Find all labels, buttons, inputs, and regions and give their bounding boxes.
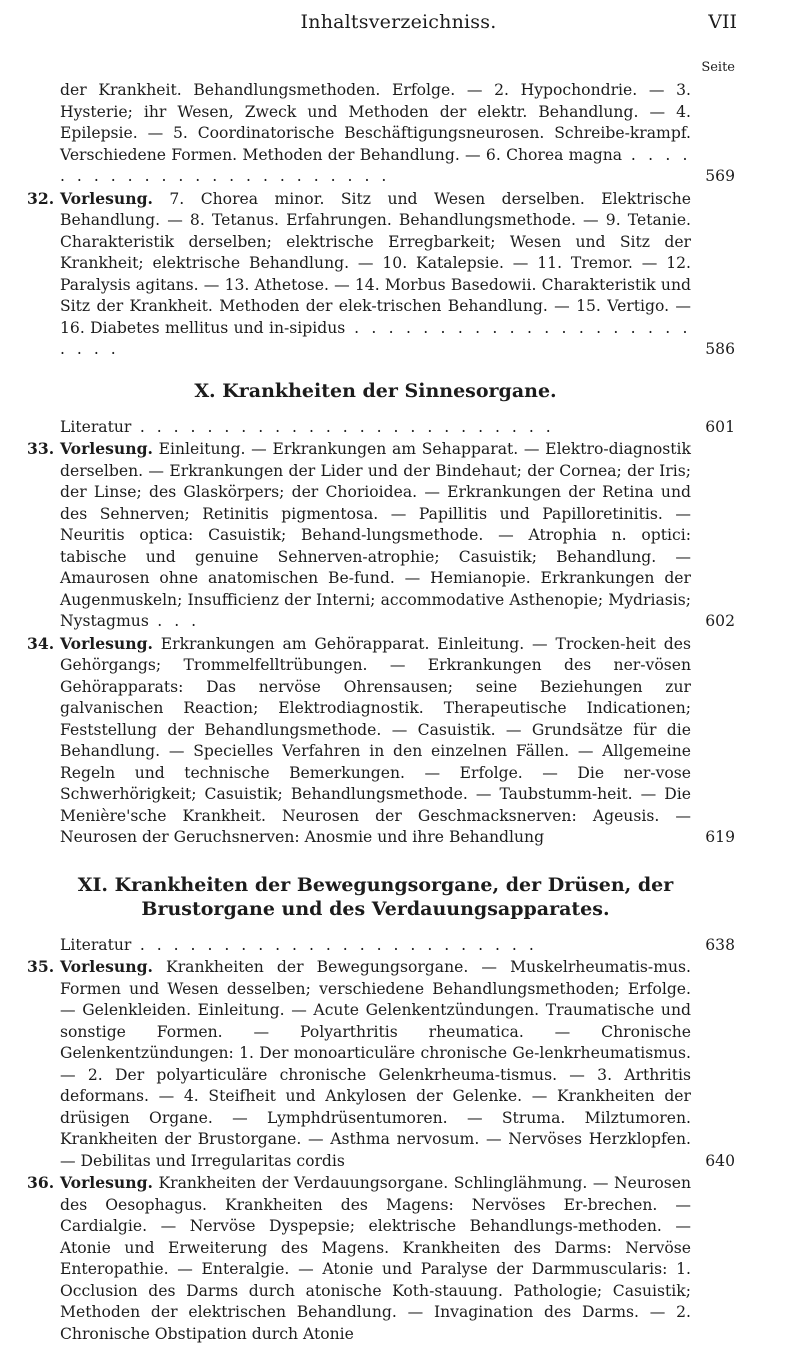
toc-entry-36 [27,1172,735,1345]
toc-entry-31-continued [60,80,735,188]
section-heading-x [60,379,735,403]
leader-dots: . . . . . . . . . . . . . . . . . . . . . . . . [60,145,692,185]
toc-entry-literature-xi [60,935,735,957]
lecture-number: 35. [27,957,55,976]
running-header [60,11,737,35]
entry-page-number: 569 [705,167,735,185]
section-title-line-1: XI. Krankheiten der Bewegungsorgane, der Drüsen, der [77,873,674,896]
toc-entry-35 [27,956,735,1172]
entry-page-number: 619 [705,828,735,846]
entry-page-number: 640 [705,1151,735,1170]
lecture-label: Vorlesung. [60,957,153,976]
lecture-label: Vorlesung. [60,439,153,458]
leader-dots: . . . . . . . . . . . . . . . . . . . . . . . . . [131,417,555,436]
entry-text: 7. Chorea minor. Sitz und Wesen derselben. Elektrische Behandlung. — 8. Tetanus. Erfahrungen. Behandlungsmethode. — 9. Tetanie. Charakteristik derselben; elektrische Erregbarkeit; Wesen und Sitz der Krankheit; elektrische Behandlung. — 10. Katalepsie. — 11. Tremor. — 12. Paralysis agitans. — 13. Athetose. — 14. Morbus Basedowii. Charakteristik und Sitz der Krankheit. Methoden der elek-trischen Behandlung. — 15. Vertigo. — 16. Diabetes mellitus und in-sipidus [60,189,691,337]
leader-dots: . . . . . . . . . . . . . . . . . . . . . . . . [131,935,538,954]
entry-text: Einleitung. — Erkrankungen am Sehapparat. — Elektro-diagnostik derselben. — Erkrankungen der Lider und der Bindehaut; der Cornea; der Iris; der Linse; des Glaskörpers; der Chorioidea. — Erkrankungen der Retina und des Sehnerven; Retinitis pigmentosa. — Papillitis und Papilloretinitis. — Neuritis optica: Casuistik; Behand-lungsmethode. — Atrophia n. optici: tabische und genuine Sehnerven-atrophie; Casuistik; Behandlung. — Amaurosen ohne anatomischen Be-fund. — Hemianopie. Erkrankungen der Augenmuskeln; Insufficienz der Interni; accommodative Asthenopie; Mydriasis; Nystagmus [60,440,691,630]
entry-text: Krankheiten der Verdauungsorgane. Schlinglähmung. — Neurosen des Oesophagus. Krankheiten des Magens: Nervöses Er-brechen. — Cardialgie. — Nervöse Dyspepsie; elektrische Behandlungs-methoden. — Atonie und Erweiterung des Magens. Krankheiten des Darms: Nervöse Enteropathie. — Enteralgie. — Atonie und Paralyse der Darmmuscularis: 1. Occlusion des Darms durch atonische Koth-stauung. Pathologie; Casuistik; Methoden der elektrischen Behandlung. — Invagination des Darms. — 2. Chronische Obstipation durch Atonie [60,1174,691,1343]
toc-entry-33 [27,438,735,633]
lecture-label: Vorlesung. [60,1173,153,1192]
entry-text: Krankheiten der Bewegungsorgane. — Muskelrheumatis-mus. Formen und Wesen desselben; verschiedene Behandlungsmethoden; Erfolge. — Gelenkleiden. Einleitung. — Acute Gelenkentzündungen. Traumatische und sonstige Formen. — Polyarthritis rheumatica. — Chronische Gelenkentzündungen: 1. Der monoarticuläre chronische Ge-lenkrheumatismus. — 2. Der polyarticuläre chronische Gelenkrheuma-tismus. — 3. Arthritis deformans. — 4. Steifheit und Ankylosen der Gelenke. — Krankheiten der drüsigen Organe. — Lymphdrüsentumoren. — Struma. Milztumoren. Krankheiten der Brustorgane. — Asthma nervosum. — Nervöses Herzklopfen. — Debilitas und Irregularitas cordis [60,958,691,1170]
lecture-number: 32. [27,188,55,208]
entry-page-number: 602 [705,612,735,630]
toc-entry-literature-x [60,417,735,439]
lecture-number: 33. [27,439,55,458]
lecture-label: Vorlesung. [60,188,153,208]
running-title: Inhaltsverzeichniss. [300,11,497,33]
lecture-label: Vorlesung. [60,633,153,653]
entry-text: Literatur [60,935,132,954]
toc-entry-32 [27,188,735,361]
entry-page-number: 638 [705,935,735,954]
section-heading-xi [60,873,735,921]
toc-entry-34 [27,633,735,849]
lecture-number: 36. [27,1173,55,1192]
entry-page-number: 586 [705,340,735,358]
lecture-number: 34. [27,633,55,653]
entry-text: der Krankheit. Behandlungsmethoden. Erfolge. — 2. Hypochondrie. — 3. Hysterie; ihr Wesen, Zweck und Methoden der elektr. Behandlung. — 4. Epilepsie. — 5. Coordinatorische Beschäftigungsneurosen. Schreibe-krampf. Verschiedene Formen. Methoden der Behandlung. — 6. Chorea magna [60,81,691,164]
entry-page-number: 601 [705,417,735,436]
leader-dots: . . . [148,612,200,630]
page-column-label: Seite [701,60,735,75]
section-title-line-2: Brustorgane und des Verdauungsapparates. [141,897,610,920]
leader-dots: . . . . . . . . . . . . . . . . . . . . . . . . [60,318,691,358]
section-title: X. Krankheiten der Sinnesorgane. [194,379,557,402]
table-of-contents [27,80,735,1345]
entry-text: Erkrankungen am Gehörapparat. Einleitung. — Trocken-heit des Gehörgangs; Trommelfelltrübungen. — Erkrankungen des ner-vösen Gehörapparats: Das nervöse Ohrensausen; seine Beziehungen zur galvanischen Reaction; Elektrodiagnostik. Therapeutische Indicationen; Feststellung der Behandlungsmethode. — Casuistik. — Grundsätze für die Behandlung. — Specielles Verfahren in den einzelnen Fällen. — Allgemeine Regeln und technische Bemerkungen. — Erfolge. — Die ner-vose Schwerhörigkeit; Casuistik; Behandlungsmethode. — Taubstumm-heit. — Die Menière'sche Krankheit. Neurosen der Geschmacksnerven: Ageusis. — Neurosen der Geruchsnerven: Anosmie und ihre Behandlung [60,634,691,846]
entry-text: Literatur [60,417,132,436]
page-number: VII [708,11,737,33]
